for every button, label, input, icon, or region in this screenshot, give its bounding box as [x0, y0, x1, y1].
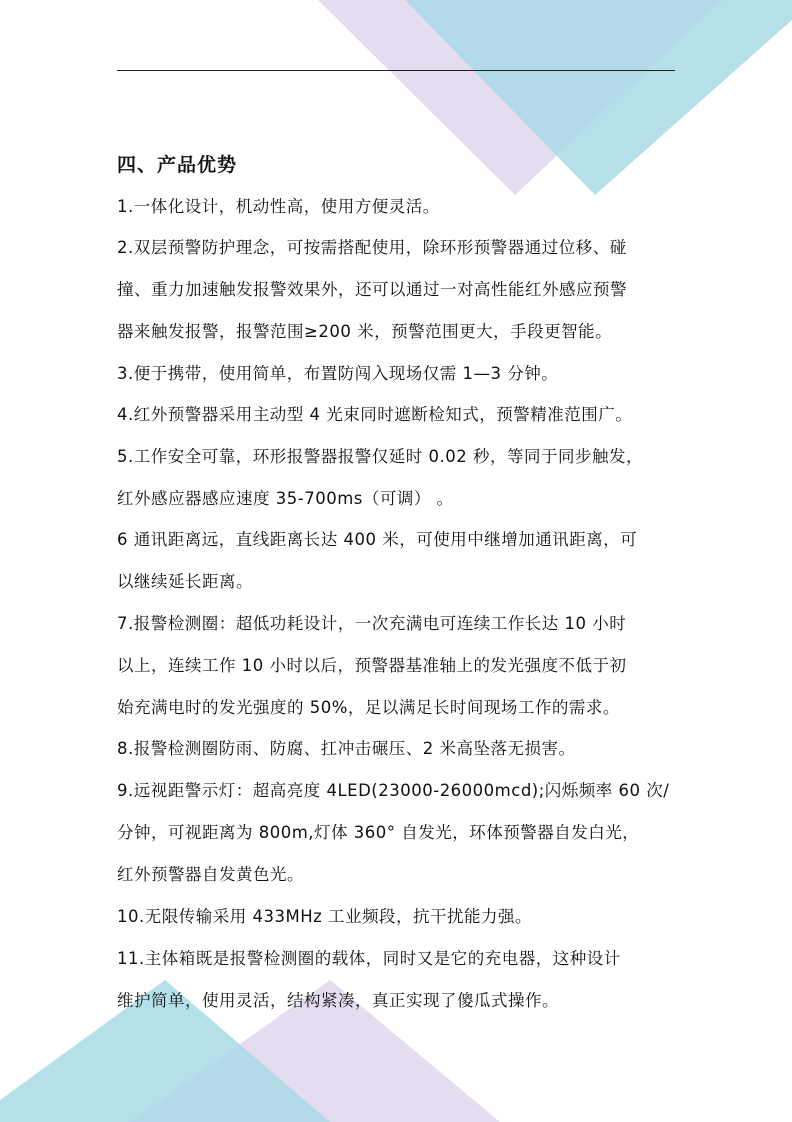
- text-line: 维护简单，使用灵活，结构紧凑，真正实现了傻瓜式操作。: [117, 991, 559, 1010]
- header-rule: [117, 70, 675, 71]
- text-line: 4.红外预警器采用主动型 4 光束同时遮断检知式，预警精准范围广。: [117, 405, 633, 424]
- text-line: 9.远视距警示灯：超高亮度 4LED(23000-26000mcd);闪烁频率 60 次/: [117, 781, 670, 800]
- text-line: 5.工作安全可靠，环形报警器报警仅延时 0.02 秒，等同于同步触发，: [117, 447, 643, 466]
- text-line: 分钟，可视距离为 800m,灯体 360° 自发光，环体预警器自发白光，: [117, 823, 640, 842]
- text-line: 红外感应器感应速度 35-700ms（可调） 。: [117, 489, 454, 508]
- text-line: 以上，连续工作 10 小时以后，预警器基准轴上的发光强度不低于初: [117, 656, 627, 675]
- text-line: 11.主体箱既是报警检测圈的载体，同时又是它的充电器，这种设计: [117, 949, 621, 968]
- text-line: 始充满电时的发光强度的 50%，足以满足长时间现场工作的需求。: [117, 698, 620, 717]
- text-line: 6 通讯距离远，直线距离长达 400 米，可使用中继增加通讯距离，可: [117, 530, 638, 549]
- text-line: 10.无限传输采用 433MHz 工业频段，抗干扰能力强。: [117, 907, 533, 926]
- text-line: 器来触发报警，报警范围≥200 米，预警范围更大，手段更智能。: [117, 322, 613, 341]
- text-line: 7.报警检测圈：超低功耗设计，一次充满电可连续工作长达 10 小时: [117, 614, 627, 633]
- text-line: 8.报警检测圈防雨、防腐、扛冲击碾压、2 米高坠落无损害。: [117, 739, 576, 758]
- section-title: 四、产品优势: [117, 154, 238, 176]
- text-line: 3.便于携带，使用简单，布置防闯入现场仅需 1—3 分钟。: [117, 364, 559, 383]
- text-line: 1.一体化设计，机动性高，使用方便灵活。: [117, 197, 440, 216]
- text-line: 2.双层预警防护理念，可按需搭配使用，除环形预警器通过位移、碰: [117, 238, 627, 257]
- text-line: 以继续延长距离。: [117, 572, 253, 591]
- text-line: 撞、重力加速触发报警效果外，还可以通过一对高性能红外感应预警: [117, 280, 627, 299]
- text-line: 红外预警器自发黄色光。: [117, 865, 304, 884]
